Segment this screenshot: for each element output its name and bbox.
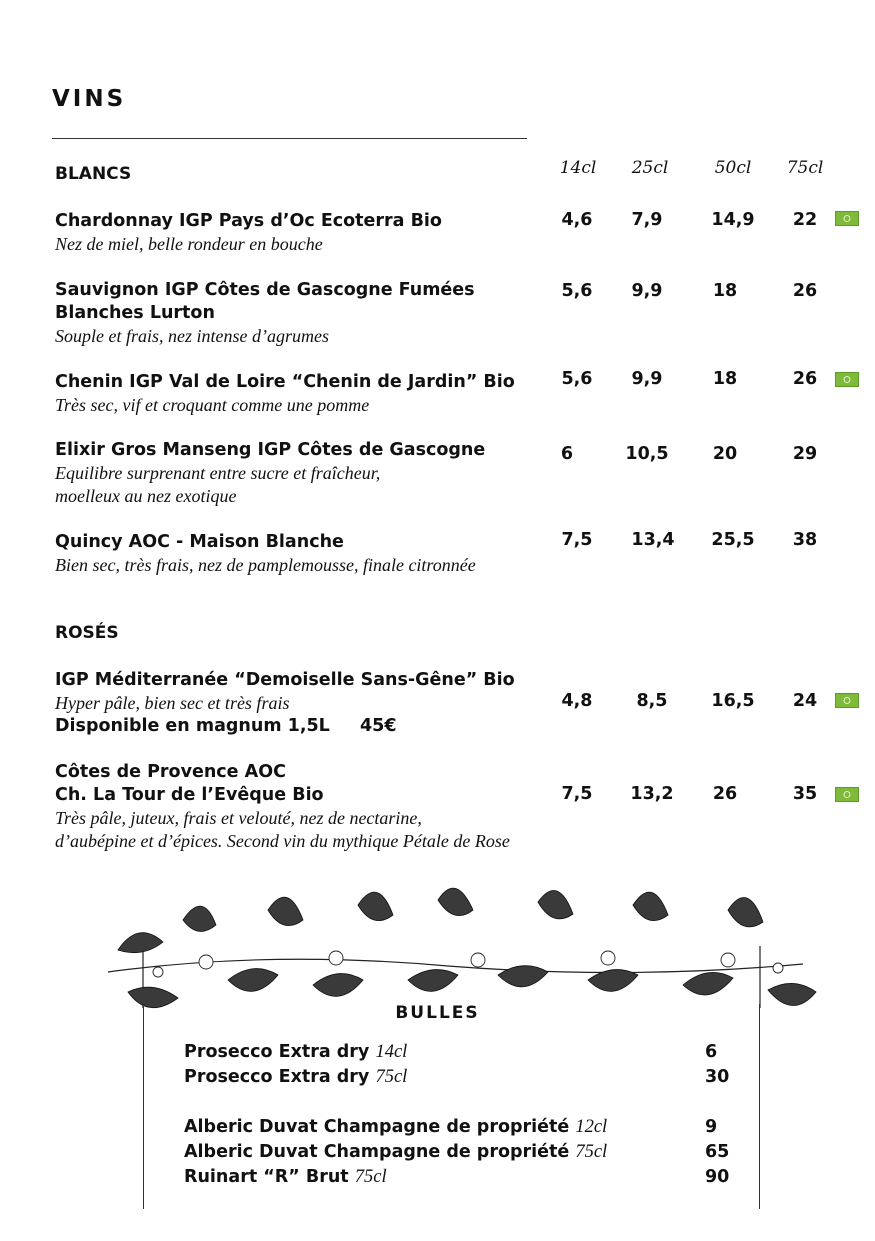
bulles-price: 30 (705, 1067, 730, 1087)
bio-leaf-icon (835, 787, 859, 802)
wine-description: Bien sec, très frais, nez de pamplemousse, finale citronnée (55, 555, 476, 575)
price-50cl: 16,5 (711, 691, 755, 711)
price-75cl: 35 (792, 784, 818, 804)
price-50cl: 26 (712, 784, 738, 804)
section-heading-roses: ROSÉS (55, 623, 119, 643)
price-25cl: 9,9 (631, 369, 663, 389)
bulles-price: 9 (705, 1117, 718, 1137)
size-header-50cl: 50cl (714, 158, 752, 178)
frame-left-line (143, 1004, 144, 1209)
price-25cl: 10,5 (625, 444, 669, 464)
bulles-size: 75cl (375, 1067, 408, 1087)
page-title: VINS (52, 86, 127, 112)
price-14cl: 5,6 (561, 281, 593, 301)
price-75cl: 29 (792, 444, 818, 464)
price-25cl: 8,5 (636, 691, 668, 711)
wine-name: Sauvignon IGP Côtes de Gascogne Fumées (55, 280, 475, 300)
size-header-14cl: 14cl (559, 158, 597, 178)
price-14cl: 6 (560, 444, 574, 464)
wine-description: Hyper pâle, bien sec et très frais (55, 693, 290, 713)
price-50cl: 20 (712, 444, 738, 464)
price-50cl: 14,9 (711, 210, 755, 230)
bulles-price: 6 (705, 1042, 718, 1062)
price-50cl: 25,5 (711, 530, 755, 550)
section-heading-blancs: BLANCS (55, 164, 132, 184)
bulles-name: Alberic Duvat Champagne de propriété (184, 1117, 570, 1137)
frame-right-line (759, 1004, 760, 1209)
section-heading-bulles: BULLES (395, 1003, 480, 1023)
price-50cl: 18 (712, 369, 738, 389)
wine-name: Elixir Gros Manseng IGP Côtes de Gascogne (55, 440, 486, 460)
bulles-size: 75cl (354, 1167, 387, 1187)
size-header-75cl: 75cl (786, 158, 824, 178)
price-75cl: 24 (792, 691, 818, 711)
wine-description: Très pâle, juteux, frais et velouté, nez de nectarine, (55, 808, 422, 828)
title-divider (52, 138, 527, 139)
bulles-item (184, 1142, 607, 1163)
wine-name: Chenin IGP Val de Loire “Chenin de Jardin” Bio (55, 372, 515, 392)
wine-name: Quincy AOC - Maison Blanche (55, 532, 344, 552)
bulles-item (184, 1067, 407, 1088)
wine-name-line2: Ch. La Tour de l’Evêque Bio (55, 785, 324, 805)
wine-description: Nez de miel, belle rondeur en bouche (55, 234, 323, 254)
price-75cl: 26 (792, 369, 818, 389)
bio-leaf-icon (835, 693, 859, 708)
price-25cl: 13,2 (630, 784, 674, 804)
bulles-item (184, 1042, 407, 1063)
bulles-price: 90 (705, 1167, 730, 1187)
bulles-size: 14cl (375, 1042, 408, 1062)
bulles-size: 75cl (575, 1142, 608, 1162)
price-25cl: 13,4 (631, 530, 675, 550)
bio-leaf-icon (835, 372, 859, 387)
bulles-name: Alberic Duvat Champagne de propriété (184, 1142, 570, 1162)
price-14cl: 7,5 (561, 784, 593, 804)
bulles-item (184, 1167, 387, 1188)
wine-description-line2: d’aubépine et d’épices. Second vin du mythique Pétale de Rose (55, 831, 510, 851)
price-50cl: 18 (712, 281, 738, 301)
wine-description: Très sec, vif et croquant comme une pomme (55, 395, 370, 415)
price-14cl: 4,8 (561, 691, 593, 711)
price-75cl: 22 (792, 210, 818, 230)
bulles-name: Prosecco Extra dry (184, 1042, 370, 1062)
wine-name: Côtes de Provence AOC (55, 762, 286, 782)
bulles-name: Ruinart “R” Brut (184, 1167, 349, 1187)
wine-name: IGP Méditerranée “Demoiselle Sans-Gêne” Bio (55, 670, 515, 690)
price-14cl: 5,6 (561, 369, 593, 389)
magnum-note: Disponible en magnum 1,5L (55, 716, 330, 736)
price-25cl: 7,9 (631, 210, 663, 230)
wine-name: Chardonnay IGP Pays d’Oc Ecoterra Bio (55, 211, 442, 231)
price-25cl: 9,9 (631, 281, 663, 301)
price-75cl: 38 (792, 530, 818, 550)
bulles-name: Prosecco Extra dry (184, 1067, 370, 1087)
wine-description: Souple et frais, nez intense d’agrumes (55, 326, 329, 346)
bulles-item (184, 1117, 607, 1138)
wine-name-line2: Blanches Lurton (55, 303, 215, 323)
price-14cl: 7,5 (561, 530, 593, 550)
magnum-price: 45€ (360, 716, 397, 736)
price-75cl: 26 (792, 281, 818, 301)
bulles-size: 12cl (575, 1117, 608, 1137)
price-14cl: 4,6 (561, 210, 593, 230)
wine-description-line2: moelleux au nez exotique (55, 486, 237, 506)
bio-leaf-icon (835, 211, 859, 226)
size-header-25cl: 25cl (631, 158, 669, 178)
bulles-price: 65 (705, 1142, 730, 1162)
wine-description: Equilibre surprenant entre sucre et fraîcheur, (55, 463, 381, 483)
